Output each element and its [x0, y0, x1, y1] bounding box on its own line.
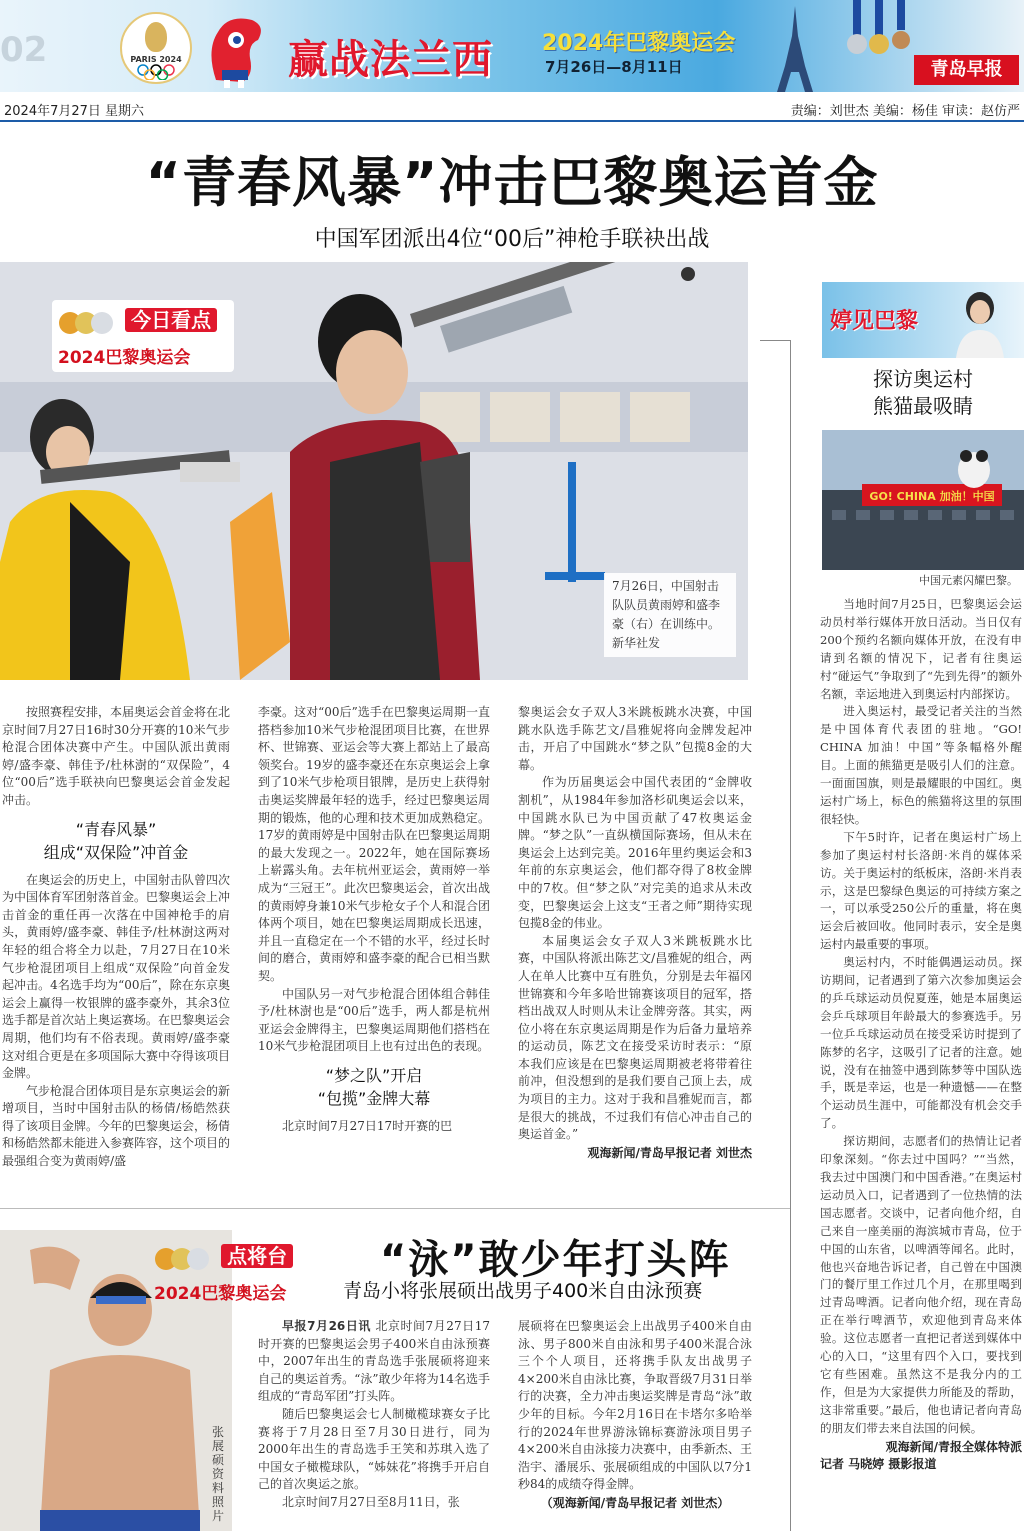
sidebar-banner-label: 婷见巴黎	[830, 309, 919, 334]
paris-logo-text: PARIS 2024	[130, 55, 182, 64]
main-subheadline: 中国军团派出4位“00后”神枪手联袂出战	[314, 227, 710, 252]
sidebar-paragraph: 下午5时许，记者在奥运村广场上参加了奥运村村长洛朗·米肖的媒体采访。关于奥运村的纸板床，洛朗·米肖表示，这是巴黎绿色奥运的可持续方案之一，可以承受250公斤的重量，将在奥运会后被回收。他同时表示，安全是奥运村内最重要的事项。	[820, 829, 1022, 952]
banner-event: 2024年巴黎奥运会	[542, 31, 736, 56]
column-divider	[790, 340, 791, 1531]
article-paragraph: 本届奥运会女子双人3米跳板跳水比赛，中国队将派出陈艺文/昌雅妮的组合，两人在单人比赛中互有胜负，分别是去年福冈世锦赛和今年多哈世锦赛该项目的冠军，搭档出战双人时则从未让金牌旁落。其实，两位小将在东京奥运周期是作为后备力量培养的运动员，陈艺文在接受采访时表示：“原本我们应该是在巴黎奥运周期被老将带着往前冲，但没想到的是我们要自己顶上去，成为项目的主力。这对于我和昌雅妮而言，都是很大的挑战，不过我们有信心冲击自己的奥运首金。”	[518, 933, 752, 1142]
sidebar-paragraph: 进入奥运村，最受记者关注的当然是中国体育代表团的驻地。“GO! CHINA 加油！中国”等条幅格外醒目。上面的熊猫更是吸引人们的注意。一面面国旗，则是最耀眼的中国红。奥运村广场上，标色的熊猫将这里的氛围很轻快。	[820, 704, 1022, 826]
article-paragraph: 随后巴黎奥运会七人制橄榄球赛女子比赛将于7月28日至7月30日进行，同为2000年出生的青岛选手王笑和苏琪入选了中国女子橄榄球队，“姊妹花”将携手开启自己的首次奥运之旅。	[258, 1406, 490, 1492]
today-highlight-sub: 2024巴黎奥运会	[58, 347, 191, 368]
sidebar-banner	[822, 282, 1024, 358]
medal-rings-icon	[58, 309, 116, 337]
sidebar-paragraph: 探访期间，志愿者们的热情让记者印象深刻。“你去过中国吗？”“当然，我去过中国澳门和中国香港。”在奥运村运动员入口，记者遇到了一位热情的法国志愿者。交谈中，记者向他介绍，自己来自一座美丽的海滨城市青岛，位于中国的山东省，以啤酒等闻名。此时，他也兴奋地告诉记者，自己曾在中国澳门的餐厅里工作过几个月，在那里喝到过青岛啤酒。记者向他介绍，现在青岛正在举行啤酒节，欢迎他到青岛来体验。这位志愿者一直把记者送到媒体中心的入口，“这里有四个入口，要找到它有些困难。虽然这不是我分内的工作，但是为大家提供力所能及的帮助，这非常重要。”最后，他也请记者向青岛的朋友们带去来自法国的问候。	[820, 1134, 1022, 1435]
page-number: 02	[0, 30, 48, 70]
today-highlight-label: 今日看点	[125, 308, 217, 332]
article-paragraph: 李豪。这对“00后”选手在巴黎奥运周期一直搭档参加10米气步枪混团项目比赛，在世界杯、世锦赛、亚运会等大赛上都站上了最高领奖台。19岁的盛李豪还在东京奥运会上拿到了10米气步枪项目银牌，是历史上获得射击奥运奖牌最年轻的选手，经过巴黎奥运周期的锻炼，他的心理和技术更加成熟稳定。17岁的黄雨婷是中国射击队在巴黎奥运周期的最大发现之一。2022年，她在国际赛场上崭露头角。去年杭州亚运会，黄雨婷一举成为“三冠王”。此次巴黎奥运会，首次出战的黄雨婷身兼10米气步枪女子个人和混合团体两个项目，她在巴黎奥运周期成长迅速，并且一直稳定在一个不错的水平，经过长时间的磨合，黄雨婷和盛李豪的配合已相当默契。	[258, 705, 490, 983]
today-highlight-tag	[52, 300, 234, 372]
article-byline: 观海新闻/青岛早报记者 刘世杰	[587, 1145, 752, 1160]
medals-icon	[845, 0, 915, 60]
olympic-village-photo	[822, 430, 1024, 570]
shooting-photo	[0, 262, 748, 680]
section-divider	[0, 1208, 790, 1209]
sidebar-title: 探访奥运村 熊猫最吸睛	[873, 367, 973, 418]
issue-date: 2024年7月27日 星期六	[4, 104, 145, 119]
banner-slogan: GO! CHINA 加油！中国	[869, 490, 995, 503]
china-building-illustration	[822, 430, 1024, 570]
article-paragraph: 作为历届奥运会中国代表团的“金牌收割机”，从1984年参加洛杉矶奥运会以来，中国跳水队已为中国贡献了47枚奥运金牌。“梦之队”一直纵横国际赛场，但从未在奥运会上达到完美。2016年里约奥运会和3年前的东京奥运会，他们都夺得了8枚金牌中的7枚。但“梦之队”对完美的追求从未改变，巴黎奥运会上这支“王者之师”期待实现包揽8金的伟业。	[518, 775, 752, 931]
article-column-2	[258, 704, 490, 1182]
bottom-subheadline: 青岛小将张展硕出战男子400米自由泳预赛	[343, 1280, 703, 1302]
bottom-byline: （观海新闻/青岛早报记者 刘世杰）	[540, 1495, 730, 1510]
phryge-mascot-icon	[196, 10, 274, 90]
banner-title: 赢战法兰西	[288, 37, 493, 83]
article-column-1	[2, 704, 230, 1182]
focus-tag-sub: 2024巴黎奥运会	[154, 1283, 287, 1304]
main-headline: “青春风暴”冲击巴黎奥运首金	[145, 151, 879, 214]
medal-rings-icon	[154, 1245, 212, 1273]
article-column-3	[518, 704, 752, 1182]
focus-tag	[148, 1236, 326, 1308]
section-subhead-2: “梦之队”开启 “包揽”金牌大幕	[317, 1065, 431, 1108]
paris-2024-logo	[120, 12, 192, 84]
sidebar-byline-1: 观海新闻/青报全媒体特派	[885, 1439, 1022, 1454]
article-paragraph: 展硕将在巴黎奥运会上出战男子400米自由泳、男子800米自由泳和男子400米混合泳三个个人项目，还将携手队友出战男子4×200米自由泳比赛，争取晋级7月31日举行的决赛，全力冲击奥运奖牌是青岛“泳”敢少年的目标。今年2月16日在卡塔尔多哈举行的2024年世界游泳锦标赛游泳项目男子4×200米自由泳接力决赛中，由季新杰、王浩宇、潘展乐、张展硕组成的中国队以7分1秒84的成绩夺得金牌。	[518, 1319, 752, 1492]
bottom-column-2	[518, 1318, 752, 1530]
eiffel-tower-icon	[775, 6, 815, 92]
section-subhead-1: “青春风暴” 组成“双保险”冲首金	[43, 819, 189, 862]
reporter-portrait-icon	[950, 286, 1010, 358]
corner-rule	[760, 340, 790, 341]
article-intro: 按照赛程安排，本届奥运会首金将在北京时间7月27日16时30分开赛的10米气步枪混合团体决赛中产生。中国队派出黄雨婷/盛李豪、韩佳予/杜林澍的“双保险”，4位“00后”选手联袂向巴黎奥运会首金发起冲击。	[2, 705, 230, 807]
sidebar-paragraph: 当地时间7月25日，巴黎奥运会运动员村举行媒体开放日活动。当日仅有200个预约名额向媒体开放，在没有申请到名额的情况下，记者有往奥运村“碰运气”争取到了“先到先得”的额外名额，幸运地进入到奥运村内部探访。	[820, 597, 1022, 701]
article-paragraph: 中国队另一对气步枪混合团体组合韩佳予/杜林澍也是“00后”选手，两人都是杭州亚运会金牌得主，巴黎奥运周期他们搭档在10米气步枪混团项目上也有过出色的表现。	[258, 986, 490, 1054]
article-paragraph: 北京时间7月27日17时开赛的巴	[282, 1118, 453, 1133]
sidebar-paragraph: 奥运村内，不时能偶遇运动员。探访期间，记者遇到了第六次参加奥运会的乒乓球运动员倪夏莲，她是本届奥运会乒乓球项目年龄最大的参赛选手。另一位乒乓球运动员在接受采访时提到了陈梦的名字，这吸引了记者的注意。她说，没有在抽签中遇到陈梦等中国队选手，既是幸运，也是一种遗憾——在整个运动员生涯中，可能都没有机会交手了。	[820, 955, 1022, 1131]
swimmer-photo-caption: 张展硕 资料照片	[212, 1425, 225, 1523]
sidebar-article	[820, 596, 1022, 1530]
dateline: 早报7月26日讯	[282, 1319, 371, 1333]
top-banner	[0, 0, 1024, 92]
newspaper-logo: 青岛早报	[914, 55, 1019, 85]
sidebar-byline-2: 记者 马晓婷 摄影报道	[820, 1456, 937, 1471]
olympic-flame-icon	[145, 22, 167, 52]
olympic-rings-icon	[136, 64, 176, 80]
focus-tag-label: 点将台	[221, 1244, 293, 1268]
banner-dates: 7月26日—8月11日	[545, 58, 683, 76]
sidebar-photo-caption: 中国元素闪耀巴黎。	[919, 574, 1018, 587]
photo-caption: 7月26日，中国射击队队员黄雨婷和盛李豪（右）在训练中。新华社发	[604, 573, 736, 657]
bottom-column-1	[258, 1318, 490, 1530]
article-paragraph: 在奥运会的历史上，中国射击队曾四次为中国体育军团射落首金。巴黎奥运会上冲击首金的重任再一次落在中国神枪手的肩头，黄雨婷/盛李豪、韩佳予/杜林澍这两对年轻的组合将全力以赴，7月27日在10米气步枪混团项目上组成“双保险”向首金发起冲击。4名选手均为“00后”，除在东京奥运会上赢得一枚银牌的盛李豪外，其余3位选手都是首次站上奥运赛场。在巴黎奥运会周期，他们均有不俗表现。黄雨婷/盛李豪这对组合更是在多项国际大赛中夺得该项目金牌。	[2, 872, 230, 1081]
article-paragraph: 北京时间7月27日至8月11日，张	[282, 1494, 460, 1509]
article-paragraph: 气步枪混合团体项目是东京奥运会的新增项目，当时中国射击队的杨倩/杨皓然获得了该项目金牌。今年的巴黎奥运会，杨倩和杨皓然都未能进入参赛阵容，这个项目的最强组合变为黄雨婷/盛	[2, 1083, 230, 1169]
article-paragraph: 北京时间7月27日17时开赛的巴黎奥运会男子400米自由泳预赛中，2007年出生的青岛选手张展硕将迎来自己的奥运首秀。“泳”敢少年将为14名选手组成的“青岛军团”打头阵。	[258, 1319, 490, 1404]
article-paragraph: 黎奥运会女子双人3米跳板跳水决赛，中国跳水队选手陈艺文/昌雅妮将向金牌发起冲击，开启了中国跳水“梦之队”包揽8金的大幕。	[518, 705, 752, 772]
bottom-headline: “泳”敢少年打头阵	[380, 1237, 731, 1283]
header-divider	[0, 120, 1024, 122]
editor-credits: 责编：刘世杰 美编：杨佳 审读：赵仿严	[790, 104, 1020, 119]
